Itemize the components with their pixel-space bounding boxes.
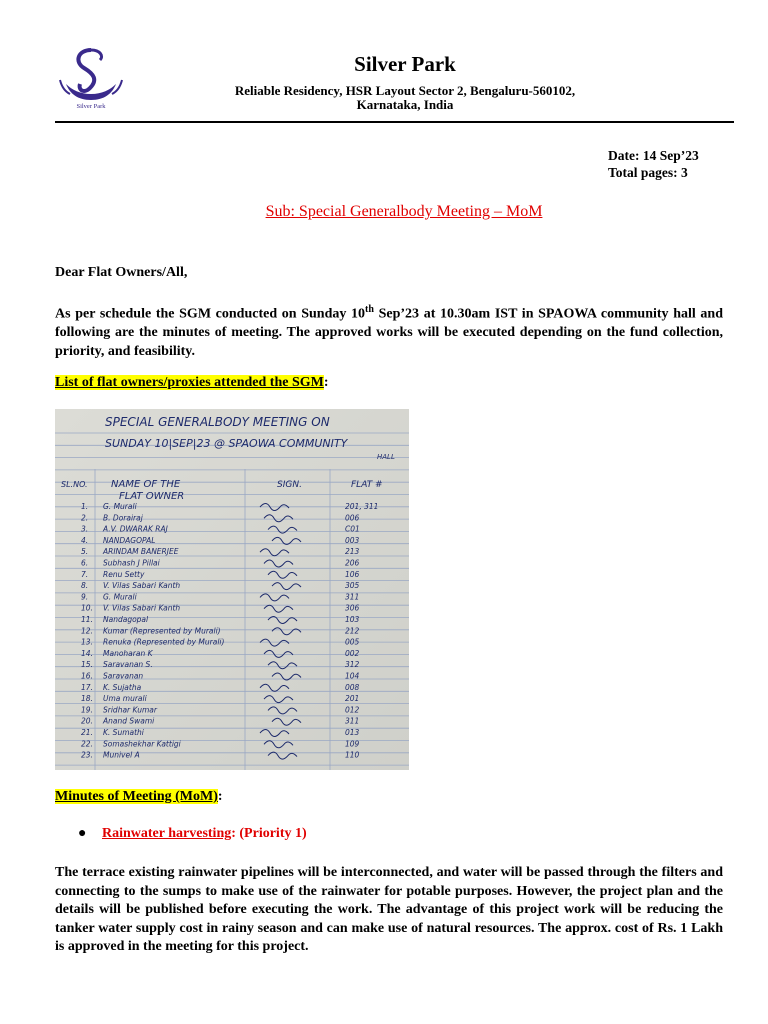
sheet-row-name: Anand Swami <box>103 716 155 726</box>
sheet-row-name: V. Vilas Sabari Kanth <box>103 603 181 613</box>
sheet-row-sno: 2. <box>81 513 89 523</box>
sheet-row-flat: 311 <box>345 716 360 726</box>
sheet-row-sno: 22. <box>81 739 93 749</box>
sheet-row-flat: 008 <box>345 682 360 692</box>
mom-item-1 <box>78 826 307 842</box>
sheet-row-flat: 002 <box>345 648 360 658</box>
sheet-row-flat: 006 <box>345 513 360 523</box>
sheet-row-name: Saravanan S. <box>103 660 153 670</box>
sheet-row-name: G. Murali <box>103 502 137 511</box>
sheet-row-flat: 103 <box>345 615 360 624</box>
sheet-row-name: Saravanan <box>103 671 144 681</box>
sheet-row-sno: 18. <box>81 694 93 704</box>
sheet-row-name: G. Murali <box>103 592 137 602</box>
sheet-row-name: Subhash J Pillai <box>103 558 160 568</box>
sheet-row-name: Somashekhar Kattigi <box>103 739 181 749</box>
sheet-row-sno: 21. <box>81 728 93 737</box>
sheet-row-sno: 9. <box>81 592 89 602</box>
sheet-row-name: ARINDAM BANERJEE <box>103 547 179 557</box>
address-line-2: Karnataka, India <box>356 97 454 112</box>
sheet-title-1: SPECIAL GENERALBODY MEETING ON <box>105 415 330 429</box>
sheet-col-sno: SL.NO. <box>61 480 88 489</box>
sheet-row-flat: 013 <box>345 728 360 737</box>
sheet-col-name-2: FLAT OWNER <box>119 491 185 502</box>
sheet-row-name: Renuka (Represented by Murali) <box>103 637 225 647</box>
attendance-heading-text: List of flat owners/proxies attended the SGM <box>55 375 324 390</box>
mom-heading-text: Minutes of Meeting (MoM) <box>55 789 218 804</box>
address-line-1: Reliable Residency, HSR Layout Sector 2, Bengaluru-560102, <box>234 83 576 98</box>
mom-item-1-body: The terrace existing rainwater pipelines will be interconnected, and water will be passed through the filters and connecting to the sumps to make use of the rainwater for potable purposes. However, the project plan and the details will be published before executing the work. The advantage of this project work will be reducing the tanker water supply cost in rainy season and can make use of natural resources. The approx. cost of Rs. 1 Lakh is approved in the meeting for this project. <box>55 865 723 954</box>
sheet-row-flat: 213 <box>345 547 360 557</box>
sheet-col-sign: SIGN. <box>277 480 302 490</box>
sheet-row-name: NANDAGOPAL <box>103 535 156 545</box>
document-meta <box>608 147 699 181</box>
sheet-row-flat: 104 <box>345 671 360 681</box>
sheet-row-sno: 8. <box>81 581 89 591</box>
attendance-sheet-photo <box>55 409 409 770</box>
logo-text: Silver Park <box>76 103 106 110</box>
sheet-row-flat: 012 <box>345 705 360 715</box>
sheet-row-flat: 206 <box>345 558 360 568</box>
sheet-row-flat: 201 <box>345 694 360 704</box>
sheet-row-flat: 005 <box>345 637 360 647</box>
sheet-row-sno: 1. <box>81 502 89 511</box>
sheet-col-flat: FLAT # <box>351 480 383 490</box>
sheet-row-flat: 110 <box>345 750 360 760</box>
total-pages: Total pages: 3 <box>608 165 688 180</box>
intro-part-1: As per schedule the SGM conducted on Sunday 10 <box>55 306 366 322</box>
sheet-row-flat: 212 <box>345 626 360 636</box>
sheet-row-sno: 15. <box>81 660 93 670</box>
sheet-row-sno: 17. <box>81 682 93 692</box>
sheet-col-name-1: NAME OF THE <box>111 479 181 490</box>
sheet-row-sno: 4. <box>81 535 89 545</box>
sheet-row-name: K. Sumathi <box>103 728 144 737</box>
sheet-row-name: Manoharan K <box>103 648 153 658</box>
org-name: Silver Park <box>354 52 456 76</box>
sheet-row-sno: 14. <box>81 648 93 658</box>
intro-paragraph <box>55 301 723 361</box>
sheet-row-flat: C01 <box>345 524 360 534</box>
sheet-row-flat: 201, 311 <box>345 502 379 511</box>
sheet-row-flat: 312 <box>345 660 360 670</box>
sheet-row-name: Munivel A <box>103 750 140 760</box>
sheet-row-name: Sridhar Kumar <box>103 705 157 715</box>
sheet-row-flat: 306 <box>345 603 360 613</box>
sheet-row-sno: 3. <box>81 524 89 534</box>
org-address <box>0 84 768 112</box>
sheet-row-sno: 12. <box>81 626 93 636</box>
sheet-row-name: Nandagopal <box>103 615 149 624</box>
sheet-row-flat: 003 <box>345 535 360 545</box>
attendance-heading <box>55 375 329 391</box>
header-divider <box>55 121 734 123</box>
sheet-row-sno: 5. <box>81 547 89 557</box>
sheet-title-2: SUNDAY 10|SEP|23 @ SPAOWA COMMUNITY <box>105 437 348 450</box>
sheet-row-sno: 23. <box>81 750 93 760</box>
subject-line: Sub: Special Generalbody Meeting – MoM <box>265 203 543 220</box>
intro-part-2: Sep’23 at 10.30am IST in SPAOWA community hall and following are the minutes of meeting. The approved works will be executed depending on the fund collection, priority, and feasibility. <box>55 306 723 359</box>
sheet-row-flat: 311 <box>345 592 360 602</box>
sheet-row-flat: 109 <box>345 739 360 749</box>
sheet-row-sno: 6. <box>81 558 89 568</box>
sheet-row-name: Kumar (Represented by Murali) <box>103 626 221 636</box>
sheet-row-name: Uma murali <box>103 694 147 704</box>
sheet-row-name: Renu Setty <box>103 569 145 579</box>
mom-heading-colon: : <box>217 789 223 804</box>
sheet-row-sno: 20. <box>81 716 93 726</box>
sheet-row-sno: 11. <box>81 615 93 624</box>
sheet-row-sno: 13. <box>81 637 93 647</box>
mom-heading <box>55 789 223 805</box>
mom-item-1-priority: : (Priority 1) <box>231 826 307 841</box>
sheet-row-name: B. Dorairaj <box>103 513 143 523</box>
attendance-heading-colon: : <box>323 375 329 390</box>
sheet-row-sno: 7. <box>81 569 89 579</box>
bullet-icon: ● <box>78 826 87 841</box>
sheet-row-name: K. Sujatha <box>103 682 142 692</box>
sheet-row-sno: 10. <box>81 603 93 613</box>
intro-superscript: th <box>365 304 374 315</box>
sheet-row-name: A.V. DWARAK RAJ <box>103 524 168 534</box>
greeting: Dear Flat Owners/All, <box>55 265 188 280</box>
sheet-row-flat: 305 <box>345 581 360 591</box>
sheet-row-flat: 106 <box>345 569 360 579</box>
sheet-row-sno: 19. <box>81 705 93 715</box>
sheet-row-name: V. Vilas Sabari Kanth <box>103 581 181 591</box>
mom-item-1-title: Rainwater harvesting <box>102 826 232 841</box>
sheet-title-3: HALL <box>377 453 395 461</box>
sheet-row-sno: 16. <box>81 671 93 681</box>
document-date: Date: 14 Sep’23 <box>608 148 699 163</box>
